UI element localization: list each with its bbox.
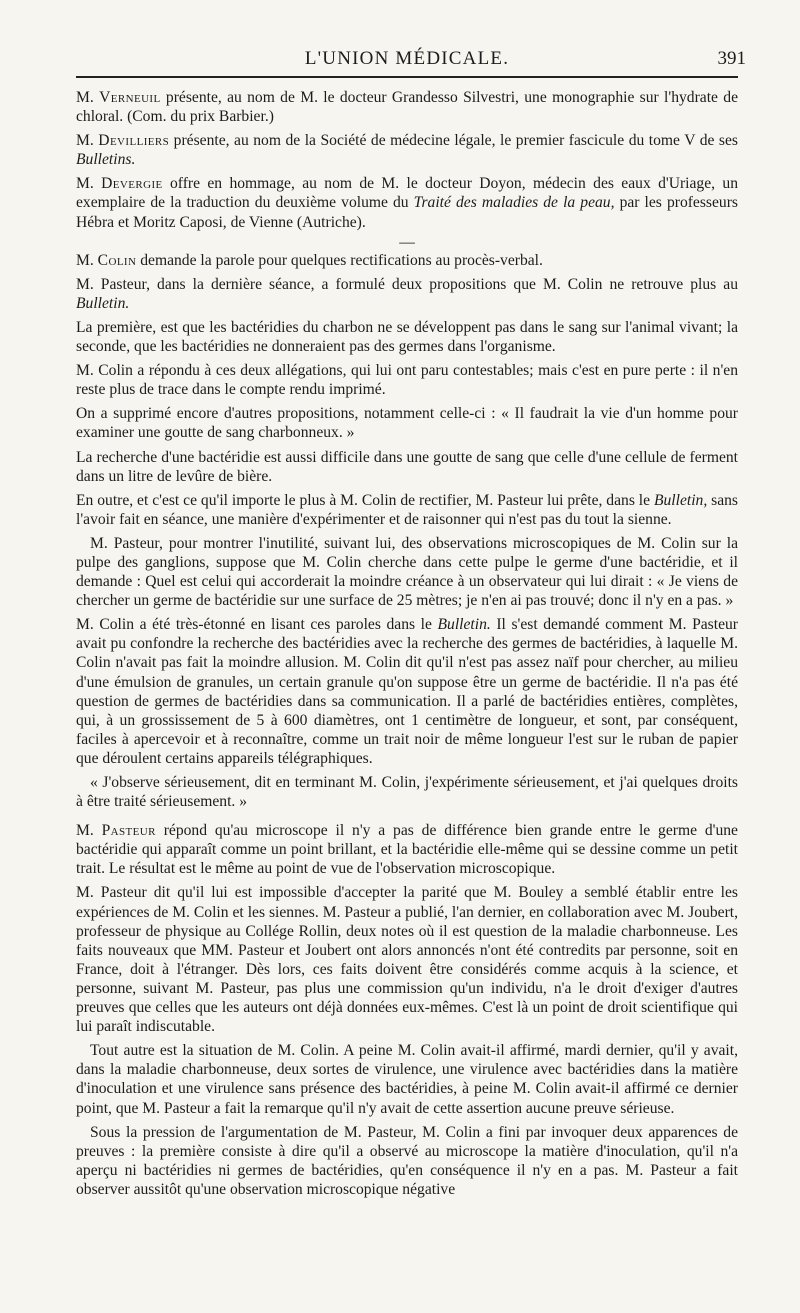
text-run: M.: [76, 822, 102, 840]
paragraph: [76, 534, 738, 610]
text-run: demande la parole pour quelques rectifications au procès-verbal.: [136, 251, 543, 269]
paragraph: [76, 361, 738, 399]
text-run: M.: [76, 175, 102, 193]
text-run: M. Colin a répondu à ces deux allégations, qui lui ont paru contestables; mais c'est en pure perte : il n'en reste plus de trace dans le compte rendu imprimé.: [76, 362, 738, 399]
paragraph: [76, 131, 738, 169]
text-run: M. Pasteur dit qu'il lui est impossible d'accepter la parité que M. Bouley a semblé établir entre les expériences de M. Colin et les siennes. M. Pasteur a publié, l'an dernier, en collaboration avec M. Joubert, professeur de physique au Collége Rollin, deux notes où il est question de la maladie charbonneuse. Les faits nouveaux que MM. Pasteur et Joubert ont alors annoncés n'ont été contredits par personne, soit en France, doit à l'étranger. Dès lors, ces faits doivent être considérés comme acquis à la science, et personne, suivant M. Pasteur, pas plus une commission qu'un individu, n'a le droit d'exiger d'autres preuves que celles que les auteurs ont déjà données eux-mêmes. C'est là un point de droit scientifique qui lui paraît indiscutable.: [76, 884, 738, 1036]
paragraph: [76, 821, 738, 878]
speaker-name: Pasteur: [101, 822, 156, 840]
text-run: La recherche d'une bactéridie est aussi difficile dans une goutte de sang que celle d'une cellule de ferment dans un litre de levûre de bière.: [76, 448, 738, 485]
text-run: M.: [76, 132, 99, 150]
paragraph: [76, 174, 738, 231]
speaker-name: Devilliers: [98, 132, 170, 150]
article-body: [76, 88, 738, 1199]
paragraph: [76, 773, 738, 811]
text-run: présente, au nom de M. le docteur Grandesso Silvestri, une monographie sur l'hydrate de chloral. (Com. du prix Barbier.): [76, 89, 738, 126]
text-run: M.: [76, 89, 100, 106]
paragraph: [76, 88, 738, 126]
text-run: M. Pasteur, pour montrer l'inutilité, suivant lui, des observations microscopiques de M. Colin sur la pulpe des ganglions, suppose que M. Colin cherche dans cette pulpe le germe d'une bactéridie, et il demande : Quel est celui qui accorderait la moindre créance à un observateur qui lui dirait : « Je viens de chercher un germe de bactéridie sur une surface de 25 mètres; je n'en ai pas trouvé; donc il n'y en a pas. »: [76, 534, 738, 610]
page-number: 391: [717, 48, 746, 69]
header-rule: [76, 76, 738, 78]
text-run: Il s'est demandé comment M. Pasteur avait pu confondre la recherche des bactéridies avec la recherche des germes de bactéridies, à laquelle M. Colin n'avait pas fait la moindre allusion. M. Colin dit qu'il n'est pas assez naïf pour chercher, au milieu d'une émulsion de granules, un certain granule qu'on suppose être un germe de bactéridie. Il n'a pas été question de germes de bactéridies dans sa communication. Il a parlé de bactéridies entières, complètes, qui, à un grossissement de 5 à 600 diamètres, ont 1 centimètre de longueur, et sont, par conséquent, faciles à apercevoir et à reconnaître, comme un trait noir de même longueur l'est sur le ruban de papier que déroulent certains appareils télégraphiques.: [76, 616, 738, 767]
italic-text: Bulletin,: [653, 491, 708, 509]
paragraph: [76, 318, 738, 356]
paragraph: [76, 448, 738, 486]
running-header: [76, 0, 746, 69]
text-run: offre en hommage, au nom de M. le docteur Doyon, médecin des eaux d'Uriage, un exemplaire de la traduction du deuxième volume du: [76, 175, 738, 212]
paragraph: [76, 404, 738, 442]
text-run: M. Colin a été très-étonné en lisant ces paroles dans le: [76, 616, 438, 634]
section-divider: —: [399, 233, 415, 251]
paragraph: [76, 1123, 738, 1199]
italic-text: Bulletins.: [76, 151, 136, 169]
paragraph: [76, 275, 738, 313]
paragraph: [76, 615, 738, 768]
text-run: M.: [76, 251, 98, 269]
text-run: En outre, et c'est ce qu'il importe le plus à M. Colin de rectifier, M. Pasteur lui prête, dans le: [76, 491, 654, 509]
italic-text: Bulletin.: [76, 294, 130, 312]
text-run: répond qu'au microscope il n'y a pas de différence bien grande entre le germe d'une bactéridie qui apparaît comme un point brillant, et la bactéridie elle-même qui se dessine comme un petit trait. Le résultat est le même au point de vue de l'observation microscopique.: [76, 822, 738, 878]
paragraph: [76, 1041, 738, 1117]
paragraph: [76, 883, 738, 1036]
paragraph: [76, 251, 738, 270]
speaker-name: Colin: [97, 251, 137, 269]
text-run: « J'observe sérieusement, dit en terminant M. Colin, j'expérimente sérieusement, et j'ai quelques droits à être traité sérieusement. »: [76, 774, 738, 811]
paragraph: [76, 491, 738, 529]
text-run: présente, au nom de la Société de médecine légale, le premier fascicule du tome V de ses: [169, 132, 738, 150]
text-run: M. Pasteur, dans la dernière séance, a formulé deux propositions que M. Colin ne retrouve plus au: [76, 275, 738, 293]
text-run: La première, est que les bactéridies du charbon ne se développent pas dans le sang sur l'animal vivant; la seconde, que les bactéridies ne donneraient pas des germes dans l'organisme.: [76, 318, 738, 356]
text-run: par les professeurs Hébra et Moritz Caposi, de Vienne (Autriche).: [76, 194, 738, 231]
italic-text: Bulletin.: [437, 616, 491, 634]
italic-text: Traité des maladies de la peau,: [413, 194, 615, 212]
journal-title: L'UNION MÉDICALE.: [304, 48, 510, 69]
text-run: Sous la pression de l'argumentation de M. Pasteur, M. Colin a fini par invoquer deux apparences de preuves : la première consiste à dire qu'il a observé au microscope la matière d'inoculation, qu'il n'a aperçu ni bactéridies ni germes de bactéridies, qu'en conséquence il n'y en a pas. M. Pasteur a fait observer aussitôt qu'une observation microscopique négative: [76, 1123, 738, 1198]
text-run: sans l'avoir fait en séance, une manière d'expérimenter et de raisonner qui n'est pas du tout la sienne.: [76, 491, 738, 528]
text-run: Tout autre est la situation de M. Colin. A peine M. Colin avait-il affirmé, mardi dernier, qu'il y avait, dans la maladie charbonneuse, deux sortes de virulence, une virulence avec bactéridies dans la matière d'inoculation et une virulence sans présence des bactéridies, à peine M. Colin avait-il affirmé ce dernier point, que M. Pasteur a fait la remarque qu'il n'y avait de cette assertion aucune preuve sérieuse.: [76, 1042, 738, 1117]
text-run: On a supprimé encore d'autres propositions, notamment celle-ci : « Il faudrait la vie d'un homme pour examiner une goutte de sang charbonneux. »: [76, 405, 738, 442]
speaker-name: Devergie: [101, 175, 163, 193]
speaker-name: Verneuil: [99, 89, 161, 106]
